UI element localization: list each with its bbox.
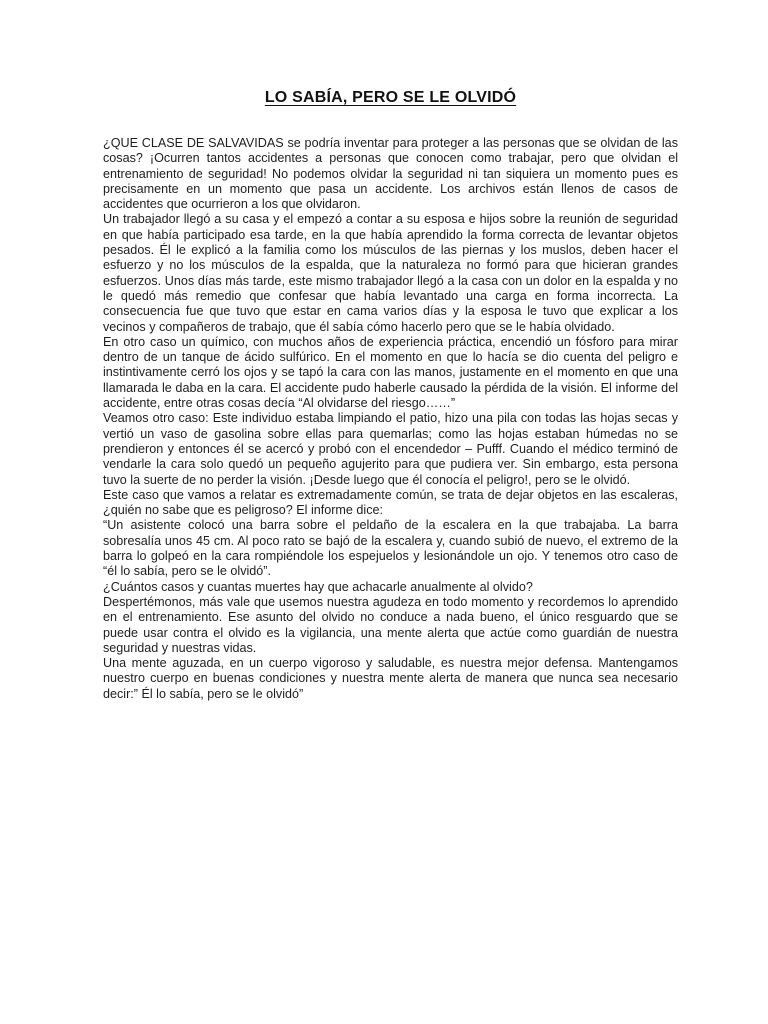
document-body bbox=[103, 136, 678, 702]
paragraph-stairs-report: “Un asistente colocó una barra sobre el peldaño de la escalera en la que trabajaba. La barra sobresalía unos 45 cm. Al poco rato se bajó de la escalera y, cuando subió de nuevo, el extremo de la barra lo golpeó en la cara rompiéndole los espejuelos y lesionándole un ojo. Y tenemos otro caso de “él lo sabía, pero se le olvidó”. bbox=[103, 518, 678, 579]
paragraph-worker-case: Un trabajador llegó a su casa y el empezó a contar a su esposa e hijos sobre la reunión de seguridad en que había participado esa tarde, en la que había aprendido la forma correcta de levantar objetos pesados. Él le explicó a la familia como los músculos de las piernas y los muslos, deben hacer el esfuerzo y no los músculos de la espalda, que la naturaleza no formó para que hicieran grandes esfuerzos. Unos días más tarde, este mismo trabajador llegó a la casa con un dolor en la espalda y no le quedó más remedio que confesar que había levantado una carga en forma incorrecta. La consecuencia fue que tuvo que estar en cama varios días y la esposa le tuvo que explicar a los vecinos y compañeros de trabajo, que él sabía cómo hacerlo pero que se le había olvidado. bbox=[103, 212, 678, 334]
paragraph-chemist-case: En otro caso un químico, con muchos años de experiencia práctica, encendió un fósforo para mirar dentro de un tanque de ácido sulfúrico. En el momento en que lo hacía se dio cuenta del peligro e instintivamente cerró los ojos y se tapó la cara con las manos, justamente en el momento en que una llamarada le daba en la cara. El accidente pudo haberle causado la pérdida de la visión. El informe del accidente, entre otras cosas decía “Al olvidarse del riesgo……” bbox=[103, 334, 678, 411]
paragraph-intro: ¿QUE CLASE DE SALVAVIDAS se podría inventar para proteger a las personas que se olvidan de las cosas? ¡Ocurren tantos accidentes a personas que conocen como trabajar, pero que olvidan el entrenamiento de seguridad! No podemos olvidar la seguridad ni tan siquiera un momento pues es precisamente en un momento que pasa un accidente. Los archivos están llenos de casos de accidentes que ocurrieron a los que olvidaron. bbox=[103, 136, 678, 212]
document-title: LO SABÍA, PERO SE LE OLVIDÓ bbox=[264, 89, 517, 106]
paragraph-gasoline-case: Veamos otro caso: Este individuo estaba limpiando el patio, hizo una pila con todas las hojas secas y vertió un vaso de gasolina sobre ellas para quemarlas; como las hojas estaban húmedas no se prendieron y entonces él se acercó y probó con el encendedor – Pufff. Cuando el médico terminó de vendarle la cara solo quedó un pequeño agujerito para que pudiera ver. Sin embargo, esta persona tuvo la suerte de no perder la visión. ¡Desde luego que él conocía el peligro!, pero se le olvidó. bbox=[103, 411, 678, 487]
paragraph-wake-up: Despertémonos, más vale que usemos nuestra agudeza en todo momento y recordemos lo aprendido en el entrenamiento. Ese asunto del olvido no conduce a nada bueno, el único resguardo que se puede usar contra el olvido es la vigilancia, una mente alerta que actúe como guardián de nuestra seguridad y nuestras vidas. bbox=[103, 594, 678, 655]
paragraph-stairs-intro: Este caso que vamos a relatar es extremadamente común, se trata de dejar objetos en las escaleras, ¿quién no sabe que es peligroso? El informe dice: bbox=[103, 487, 678, 518]
paragraph-question: ¿Cuántos casos y cuantas muertes hay que achacarle anualmente al olvido? bbox=[103, 579, 533, 594]
paragraph-conclusion: Una mente aguzada, en un cuerpo vigoroso y saludable, es nuestra mejor defensa. Mantengamos nuestro cuerpo en buenas condiciones y nuestra mente alerta de manera que nunca sea necesario decir:” Él lo sabía, pero se le olvidó” bbox=[103, 656, 678, 701]
